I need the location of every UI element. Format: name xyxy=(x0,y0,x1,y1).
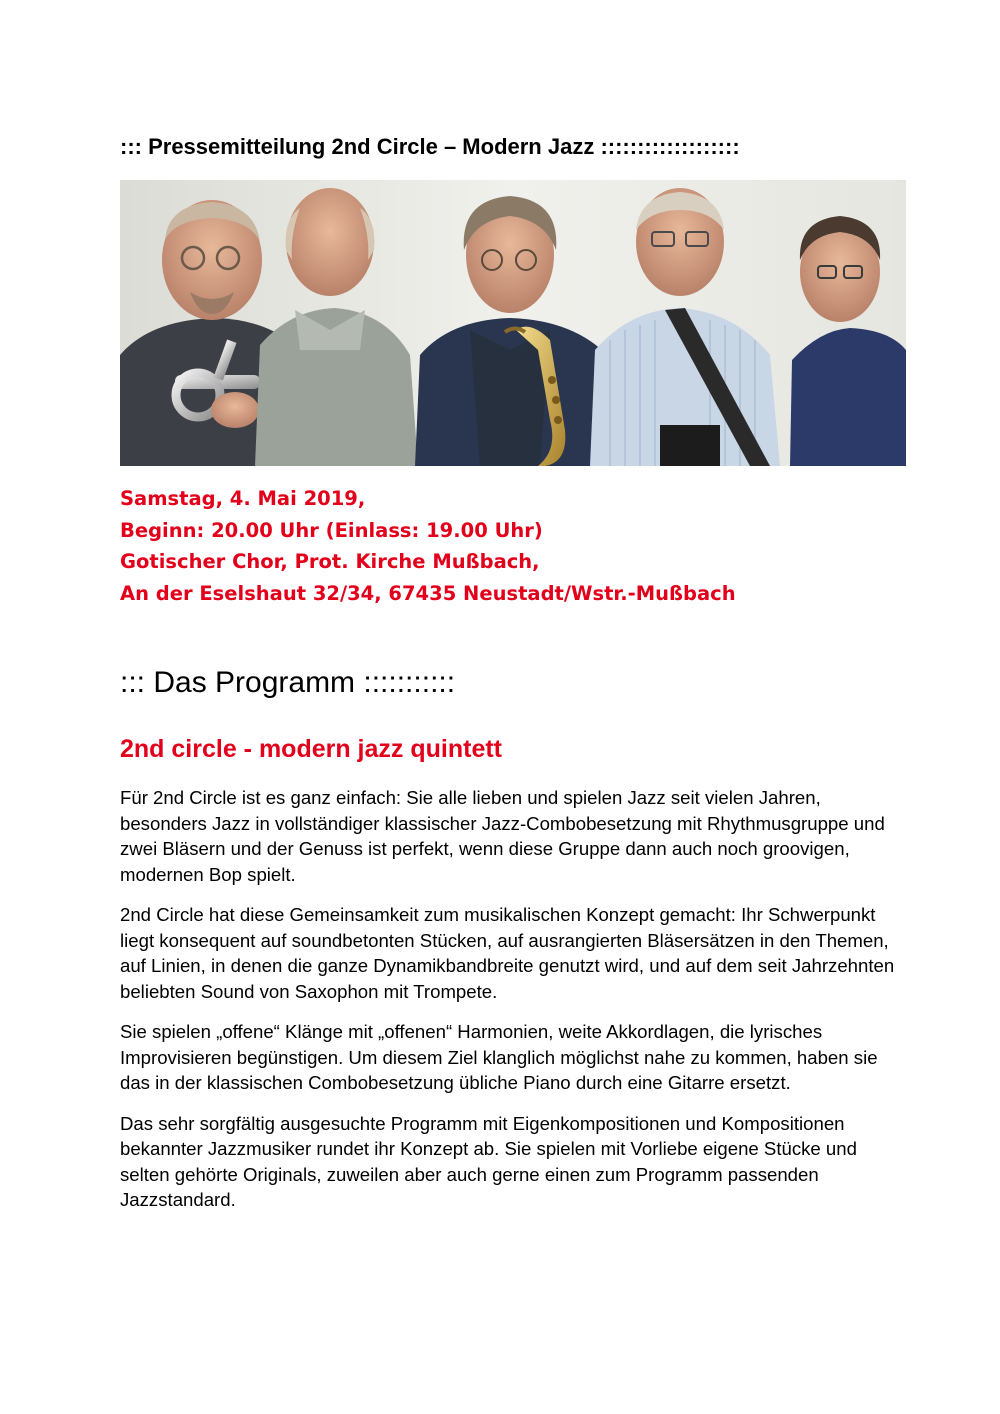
band-photo-illustration xyxy=(120,180,906,466)
event-address: An der Eselshaut 32/34, 67435 Neustadt/Wstr.-Mußbach xyxy=(120,581,736,605)
event-date: Samstag, 4. Mai 2019, xyxy=(120,487,366,510)
program-paragraph: Sie spielen „offene“ Klänge mit „offenen“ Harmonien, weite Akkordlagen, die lyrisches Improvisieren begünstigen. Um diesem Ziel klanglich möglichst nahe zu kommen, haben sie das in der klassischen Combobesetzung übliche Piano durch eine Gitarre ersetzt. xyxy=(120,1021,878,1093)
press-title: ::: Pressemitteilung 2nd Circle – Modern Jazz ::::::::::::::::::: xyxy=(120,134,740,159)
program-heading: ::: Das Programm ::::::::::: xyxy=(120,666,456,699)
event-venue: Gotischer Chor, Prot. Kirche Mußbach, xyxy=(120,550,540,573)
program-paragraph: Für 2nd Circle ist es ganz einfach: Sie alle lieben und spielen Jazz seit vielen Jahren, besonders Jazz in vollständiger klassischer Jazz-Combobesetzung mit Rhythmusgruppe und zwei Bläsern und der Genuss ist perfekt, wenn diese Gruppe dann auch noch groovigen, modernen Bop spielt. xyxy=(120,787,885,885)
band-photo xyxy=(120,180,906,466)
program-subheading: 2nd circle - modern jazz quintett xyxy=(120,735,502,763)
program-body xyxy=(120,785,906,1228)
event-info xyxy=(120,483,906,609)
event-time: Beginn: 20.00 Uhr (Einlass: 19.00 Uhr) xyxy=(120,518,543,542)
program-paragraph: Das sehr sorgfältig ausgesuchte Programm mit Eigenkompositionen und Kompositionen bekannter Jazzmusiker rundet ihr Konzept ab. Sie spielen mit Vorliebe eigene Stücke und selten gehörte Originals, zuweilen aber auch gerne einen zum Programm passenden Jazzstandard. xyxy=(120,1112,857,1210)
program-paragraph: 2nd Circle hat diese Gemeinsamkeit zum musikalischen Konzept gemacht: Ihr Schwerpunkt liegt konsequent auf soundbetonten Stücken, auf ausrangierten Bläsersätzen in den Themen, auf Linien, in denen die ganze Dynamikbandbreite genutzt wird, und auf dem seit Jahrzehnten beliebten Sound von Saxophon mit Trompete. xyxy=(120,904,895,1002)
